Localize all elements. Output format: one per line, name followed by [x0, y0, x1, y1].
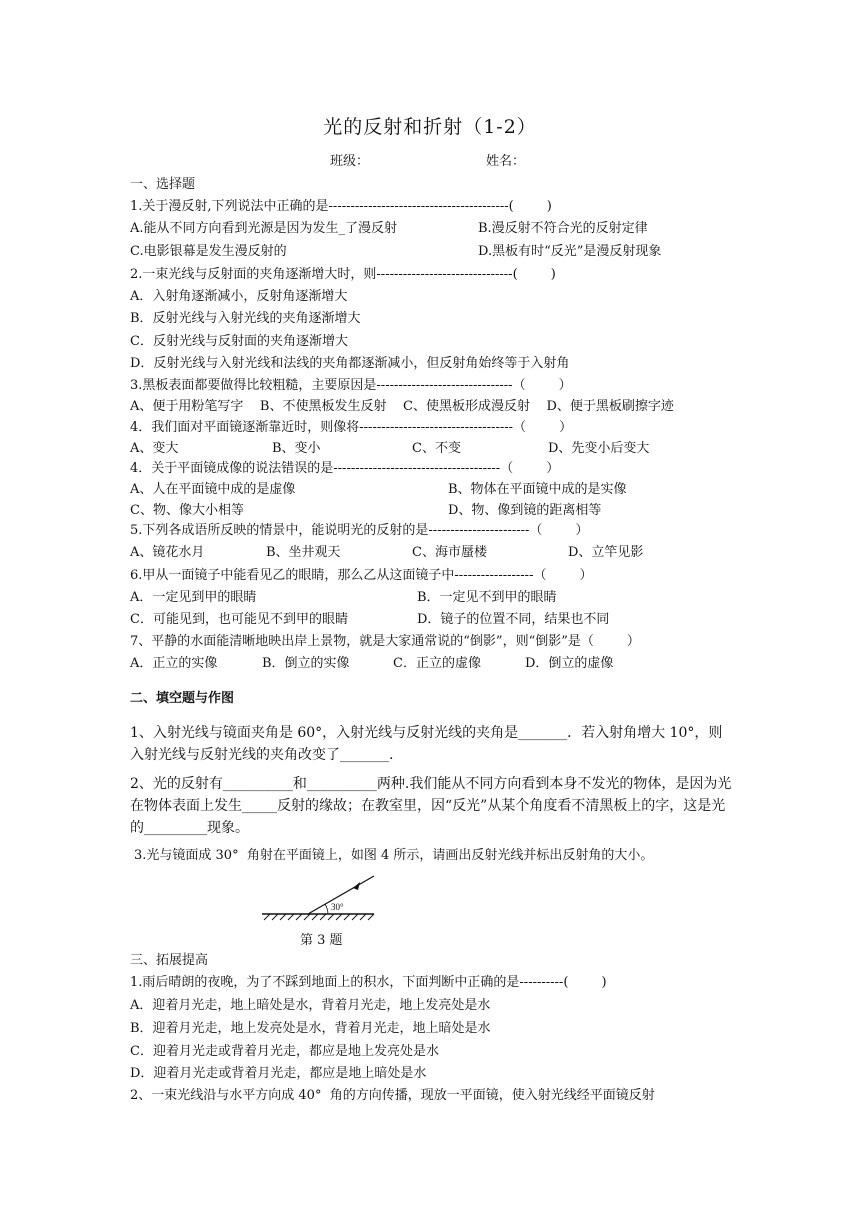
- q6-stem: 6.甲从一面镜子中能看见乙的眼睛，那么乙从这面镜子中------------------（ ）: [130, 568, 593, 583]
- q1-option-a: A.能从不同方向看到光源是因为发生_了漫反射: [130, 221, 398, 236]
- angle-arc: [325, 904, 328, 914]
- angle-label: 30°: [331, 902, 344, 912]
- name-label: 姓名：: [486, 154, 526, 169]
- ext-q1-option-b: B．迎着月光走，地上发亮处是水，背着月光走，地上暗处是水: [130, 1021, 491, 1036]
- q2-option-a: A．入射角逐渐减小，反射角逐渐增大: [130, 289, 348, 304]
- fill-q1: 1、入射光线与镜面夹角是 60°，入射光线与反射光线的夹角是_______．若入射角增大 10°，则入射光线与反射光线的夹角改变了_______.: [130, 725, 723, 763]
- q7-stem: 7、平静的水面能清晰地映出岸上景物，就是大家通常说的“倒影”，则“倒影”是（ ）: [130, 634, 640, 649]
- q6-option-a: A．一定见到甲的眼睛: [130, 590, 257, 605]
- q2-stem: 2.一束光线与反射面的夹角逐渐增大时，则-------------------------------( ): [130, 267, 556, 282]
- q7-option-d: D．倒立的虚像: [525, 656, 614, 671]
- section1-heading: 一、选择题: [130, 177, 196, 192]
- q4b-option-b: B、物体在平面镜中成的是实像: [448, 482, 627, 497]
- q4-option-c: C、不变: [412, 441, 461, 456]
- q6-option-b: B．一定见不到甲的眼睛: [417, 590, 557, 605]
- ext-q2-stem: 2、一束光线沿与水平方向成 40° 角的方向传播，现放一平面镜，使入射光线经平面镜反射: [130, 1088, 655, 1103]
- q1-stem: 1.关于漫反射,下列说法中正确的是-----------------------------------------( ): [130, 199, 552, 214]
- q5-stem: 5.下列各成语所反映的情景中，能说明光的反射的是-----------------------（ ）: [130, 523, 589, 538]
- q6-option-d: D．镜子的位置不同，结果也不同: [417, 612, 610, 627]
- q5-option-a: A、镜花水月: [130, 545, 205, 560]
- ray-arrow-icon: [353, 882, 360, 890]
- section2-heading: 二、填空题与作图: [130, 691, 235, 706]
- mirror-hatching: [264, 914, 374, 920]
- q4-stem: 4．我们面对平面镜逐渐靠近时，则像将-----------------------------------（ ）: [130, 420, 573, 435]
- q4-option-a: A、变大: [130, 441, 179, 456]
- q6-option-c: C．可能见到，也可能见不到甲的眼睛: [130, 612, 348, 627]
- q7-option-a: A．正立的实像: [130, 656, 218, 671]
- q4b-option-a: A、人在平面镜中成的是虚像: [130, 482, 296, 497]
- figure-caption: 第 3 题: [300, 933, 343, 948]
- q4-option-d: D、先变小后变大: [548, 441, 650, 456]
- ext-q1-option-a: A．迎着月光走，地上暗处是水，背着月光走，地上发亮处是水: [130, 998, 491, 1013]
- q2-option-c: C．反射光线与反射面的夹角逐渐增大: [130, 334, 348, 349]
- ext-q1-stem: 1.雨后晴朗的夜晚，为了不踩到地面上的积水，下面判断中正确的是----------( ): [130, 975, 607, 990]
- q4b-option-c: C、物、像大小相等: [130, 503, 244, 518]
- q4b-option-d: D、物、像到镜的距离相等: [448, 503, 602, 518]
- ext-q1-option-c: C．迎着月光走或背着月光走，都应是地上发亮处是水: [130, 1044, 439, 1059]
- section3-heading: 三、拓展提高: [130, 953, 209, 968]
- fill-q2: 2、光的反射有__________和__________两种.我们能从不同方向看到本身不发光的物体，是因为光在物体表面上发生_____反射的缘故；在教室里，因“反光”从某个角度看不清黑板上的字，这是光的_________现象。: [130, 776, 732, 836]
- q1-option-c: C.电影银幕是发生漫反射的: [130, 244, 287, 259]
- class-label: 班级：: [330, 154, 370, 169]
- q5-option-b: B、坐井观天: [266, 545, 341, 560]
- q4b-stem: 4．关于平面镜成像的说法错误的是--------------------------------------（ ）: [130, 461, 560, 476]
- q5-option-c: C、海市蜃楼: [412, 545, 487, 560]
- q7-option-c: C．正立的虚像: [393, 656, 481, 671]
- mirror-figure: [258, 872, 378, 922]
- page-title: 光的反射和折射（1-2）: [323, 116, 537, 138]
- ext-q1-option-d: D．迎着月光走或背着月光走，都应是地上暗处是水: [130, 1066, 427, 1081]
- q7-option-b: B．倒立的实像: [262, 656, 350, 671]
- q1-option-b: B.漫反射不符合光的反射定律: [478, 221, 648, 236]
- q1-option-d: D.黑板有时“反光”是漫反射现象: [478, 244, 662, 259]
- q3-stem: 3.黑板表面都要做得比较粗糙，主要原因是-------------------------------（ ）: [130, 378, 572, 393]
- q3-options: A、便于用粉笔写字 B、不使黑板发生反射 C、使黑板形成漫反射 D、便于黑板刷擦字迹: [130, 399, 674, 414]
- fill-q3: 3.光与镜面成 30° 角射在平面镜上，如图 4 所示，请画出反射光线并标出反射角的大小。: [134, 848, 654, 863]
- q5-option-d: D、立竿见影: [568, 545, 644, 560]
- q2-option-d: D．反射光线与入射光线和法线的夹角都逐渐减小，但反射角始终等于入射角: [130, 356, 570, 371]
- q2-option-b: B．反射光线与入射光线的夹角逐渐增大: [130, 311, 361, 326]
- q4-option-b: B、变小: [272, 441, 321, 456]
